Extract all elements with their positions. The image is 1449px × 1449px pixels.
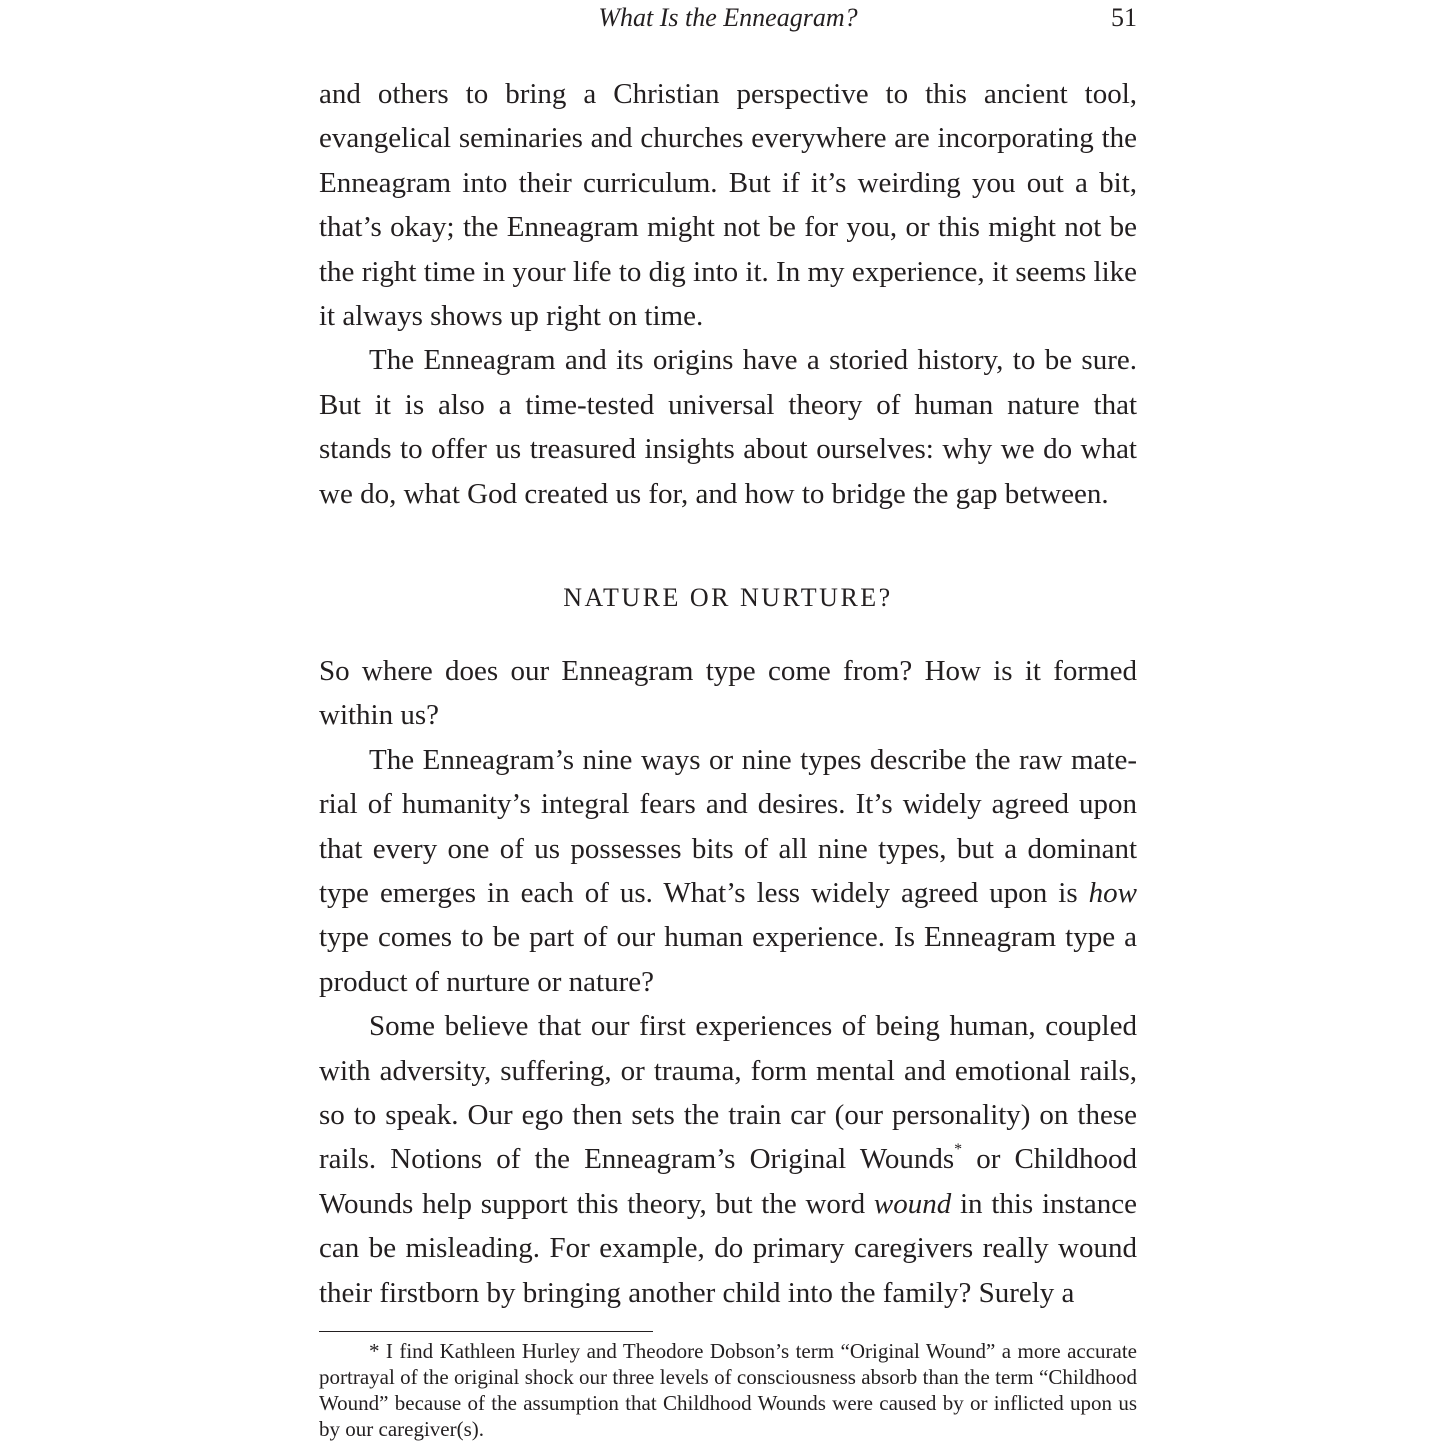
- running-title: What Is the Enneagram?: [598, 3, 858, 32]
- paragraph-1: and others to bring a Christian perspective to this ancient tool, evangelical seminaries and churches everywhere are incorporating the Enneagram into their curriculum. But if it’s weirding you out a bit, that’s okay; the Enneagram might not be for you, or this might not be the right time in your life to dig into it. In my experience, it seems like it always shows up right on time.: [319, 78, 1137, 333]
- body-text-top: [319, 72, 1137, 516]
- running-header: [319, 0, 1137, 36]
- footnote: * I find Kathleen Hurley and Theodore Dobson’s term “Original Wound” a more accurate portrayal of the original shock our three levels of consciousness absorb than the term “Childhood Wound” because of the assumption that Childhood Wounds were caused by or inflicted upon us by our caregiver(s).: [319, 1339, 1137, 1441]
- paragraph-4-text-b: type comes to be part of our human experience. Is Enneagram type a product of nurture or nature?: [319, 921, 1137, 998]
- paragraph-5: [319, 1004, 1137, 1315]
- paragraph-4-text-a: The Enneagram’s nine ways or nine types describe the raw material of humanity’s integral fears and desires. It’s widely agreed upon that every one of us possesses bits of all nine types, but a dominant type emerges in each of us. What’s less widely agreed upon is: [319, 743, 1137, 910]
- paragraph-5-text-c: in this instance can be misleading. For example, do primary caregivers really wound their firstborn by bringing another child into the family? Surely a: [319, 1187, 1138, 1309]
- paragraph-4: [319, 738, 1137, 1004]
- paragraph-5-text-a: Some believe that our first experiences of being human, coupled with adversity, suffering, or trauma, form mental and emotional rails, so to speak. Our ego then sets the train car (our personality) on these rails. Notions of the Enneagram’s Original Wounds: [319, 1010, 1137, 1176]
- paragraph-2: The Enneagram and its origins have a storied history, to be sure. But it is also a time-tested universal theory of human nature that stands to offer us treasured insights about ourselves: why we do what we do, what God created us for, and how to bridge the gap between.: [319, 344, 1137, 510]
- footnote-marker: *: [954, 1140, 963, 1158]
- footnote-rule: [319, 1331, 653, 1332]
- paragraph-5-italic: wound: [873, 1187, 952, 1220]
- page-number: 51: [1111, 3, 1137, 32]
- paragraph-5-text-b: or Childhood Wounds help support this theory, but the word: [319, 1143, 1137, 1220]
- section-heading: NATURE OR NURTURE?: [563, 583, 893, 612]
- body-text-section: [319, 649, 1137, 1315]
- paragraph-3: So where does our Enneagram type come from? How is it formed within us?: [319, 655, 1137, 732]
- paragraph-4-italic: how: [1088, 877, 1137, 910]
